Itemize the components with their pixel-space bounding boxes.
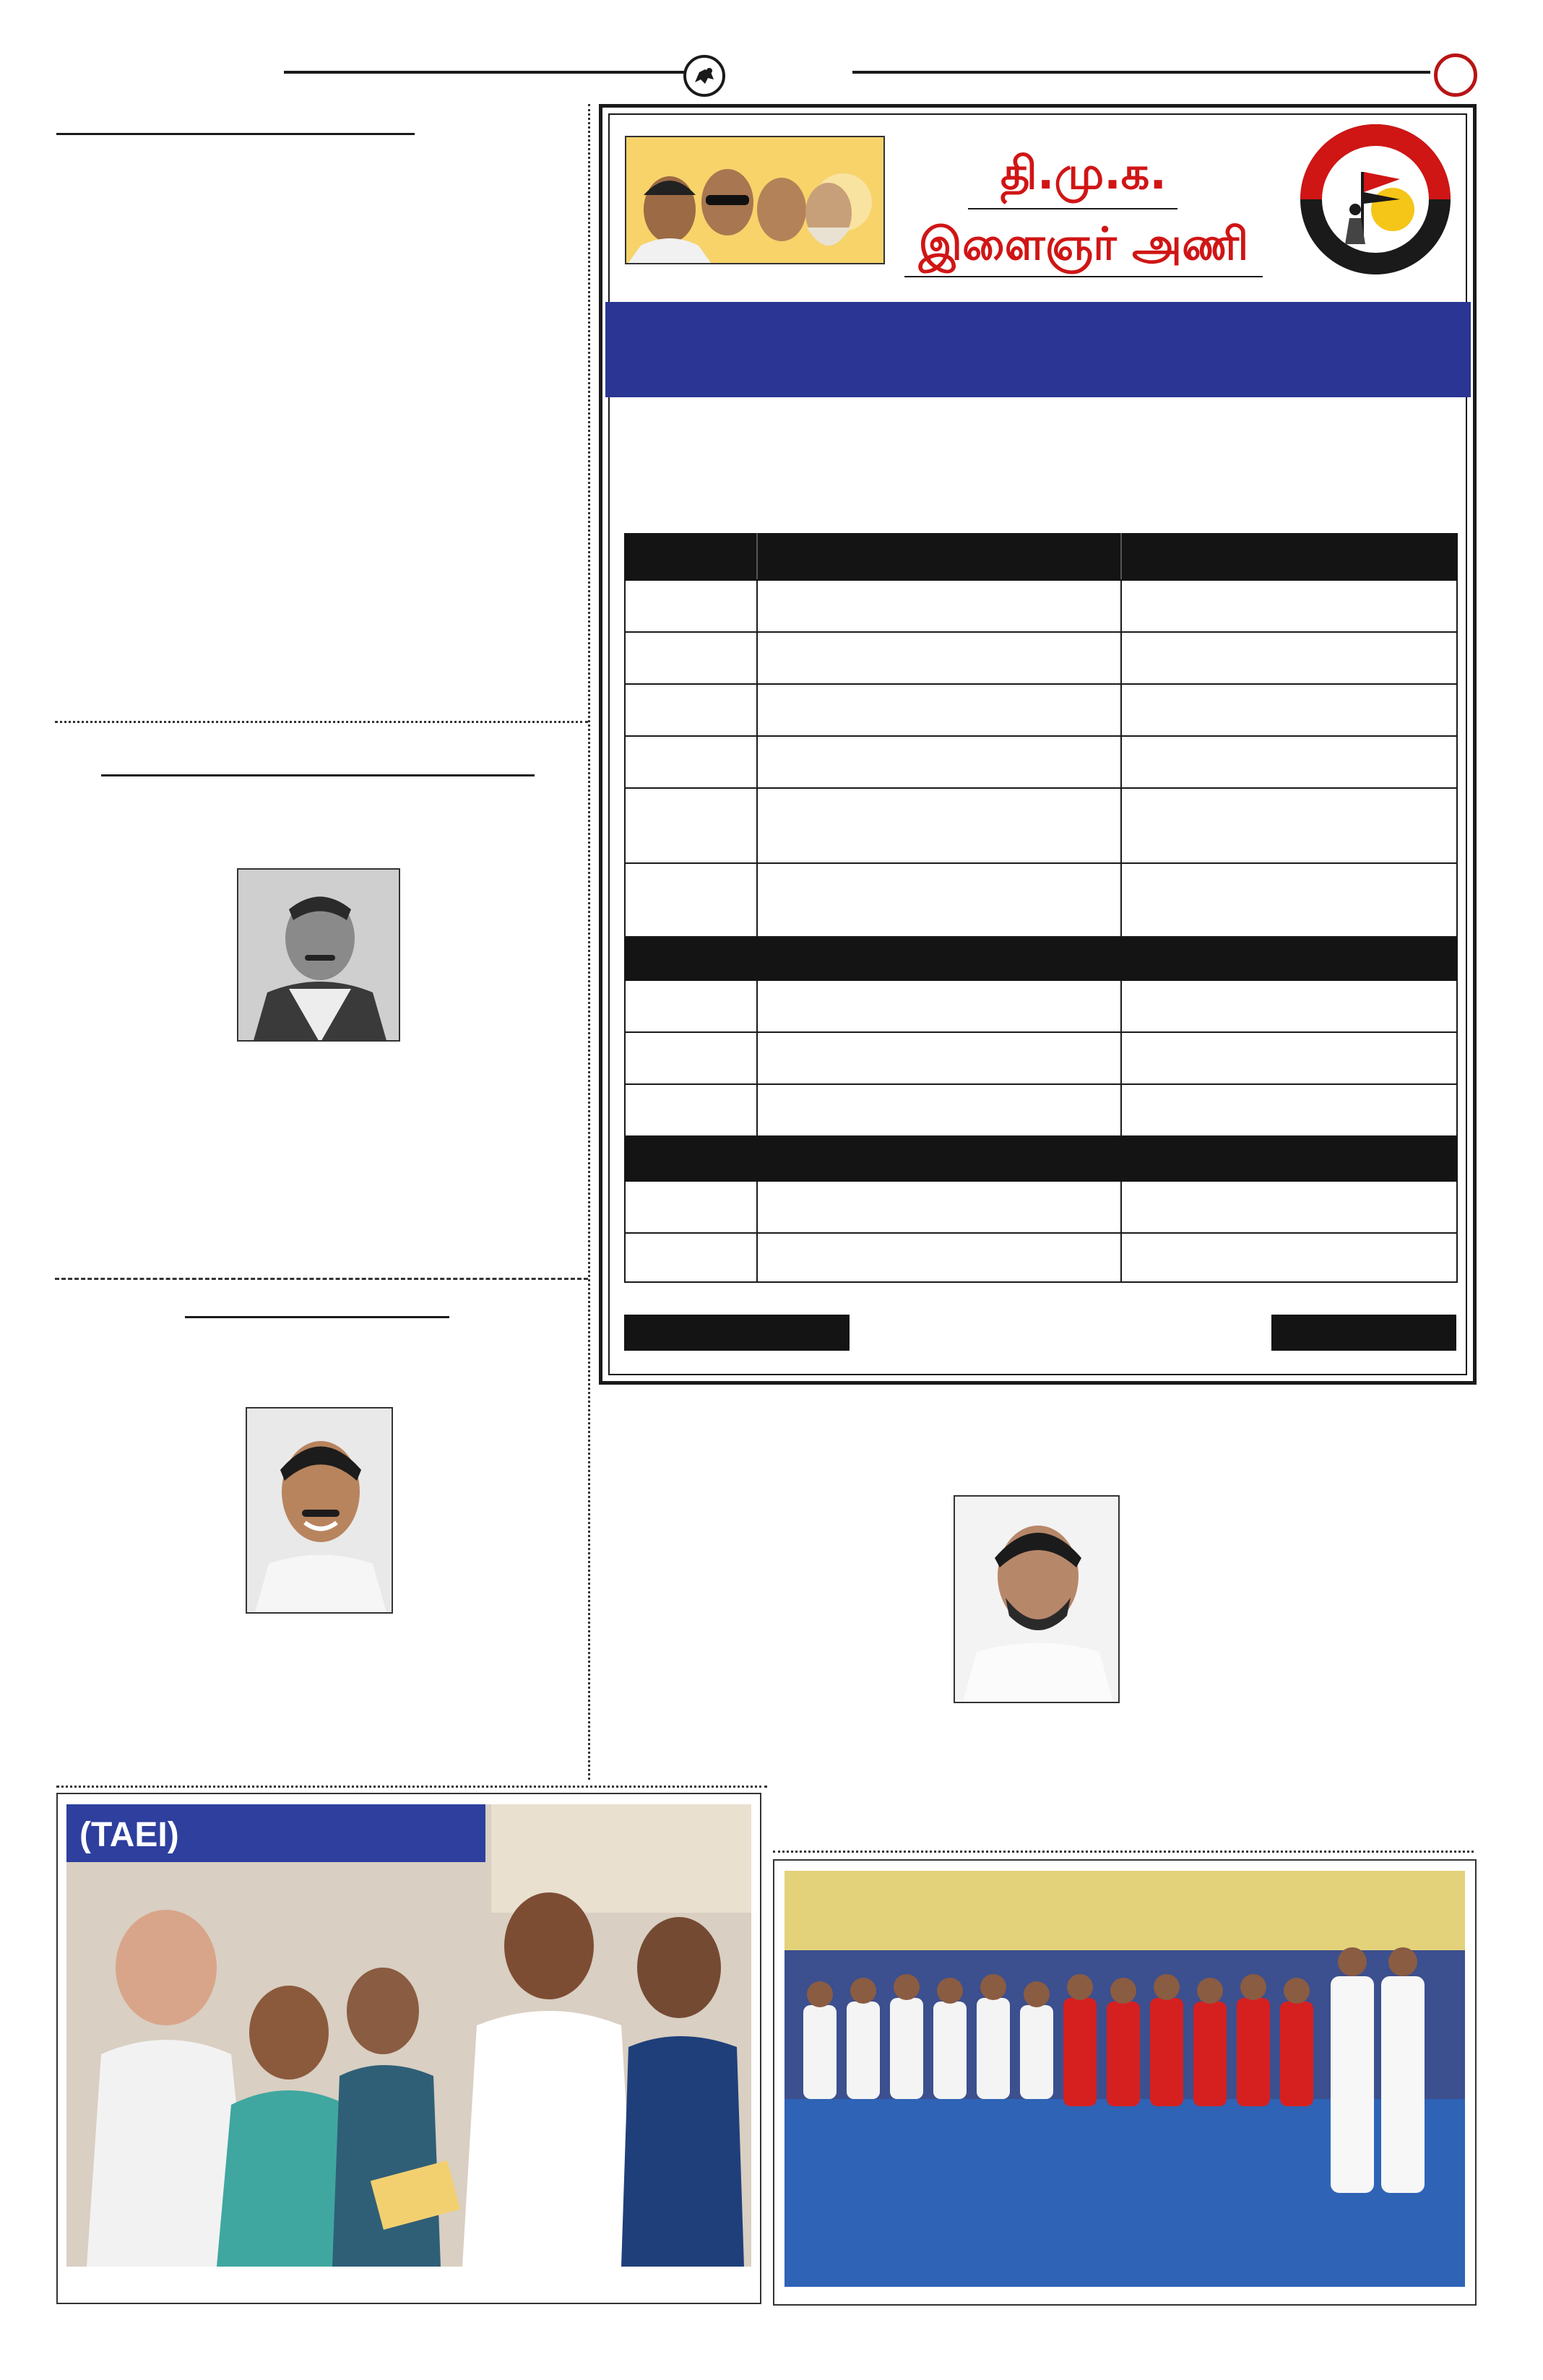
- panel-title-line1: தி.மு.க.: [1000, 147, 1167, 199]
- event-photo-team: [773, 1859, 1477, 2306]
- page-number-marker: [1434, 53, 1477, 97]
- party-emblem-icon: [683, 55, 725, 97]
- table-row: [625, 632, 1457, 684]
- column-divider: [588, 104, 590, 1780]
- title-underline-1: [968, 208, 1177, 209]
- table-section-header: [625, 937, 1457, 980]
- table-section-header: [625, 1136, 1457, 1181]
- table-row: [625, 1032, 1457, 1084]
- youth-wing-logo: [1299, 123, 1452, 276]
- panel-title-line2: இளைஞர் அணி: [918, 217, 1249, 270]
- table-row: [625, 980, 1457, 1032]
- table-row: [625, 1233, 1457, 1282]
- portrait-photo-3: [954, 1495, 1120, 1703]
- table-row: [625, 1084, 1457, 1136]
- headline-rule-3: [185, 1316, 449, 1318]
- title-underline-2: [904, 276, 1263, 277]
- panel-footer-bar-right: [1271, 1315, 1456, 1351]
- event-photo-cheque-handover: [56, 1793, 761, 2304]
- schedule-table: [624, 533, 1458, 1283]
- table-row: [625, 1181, 1457, 1233]
- table-row: [625, 863, 1457, 937]
- portrait-photo-2: [246, 1407, 393, 1614]
- headline-rule-1: [56, 133, 415, 135]
- table-row: [625, 684, 1457, 736]
- section-divider-2: [55, 1278, 588, 1280]
- table-row: [625, 788, 1457, 863]
- panel-footer-bar-left: [624, 1315, 850, 1351]
- section-divider-1: [55, 721, 588, 723]
- table-row: [625, 736, 1457, 788]
- headline-rule-2: [101, 774, 535, 776]
- bottom-divider-left: [56, 1786, 767, 1788]
- masthead-rule-right: [852, 71, 1430, 74]
- banner-text: (TAEI): [79, 1816, 179, 1854]
- table-section-header: [625, 534, 1457, 580]
- table-row: [625, 580, 1457, 632]
- leaders-banner-photo: [625, 136, 885, 264]
- panel-blue-band: [605, 302, 1471, 397]
- masthead-rule-left: [284, 71, 685, 74]
- portrait-photo-1: [237, 868, 400, 1042]
- bottom-divider-right: [773, 1851, 1474, 1853]
